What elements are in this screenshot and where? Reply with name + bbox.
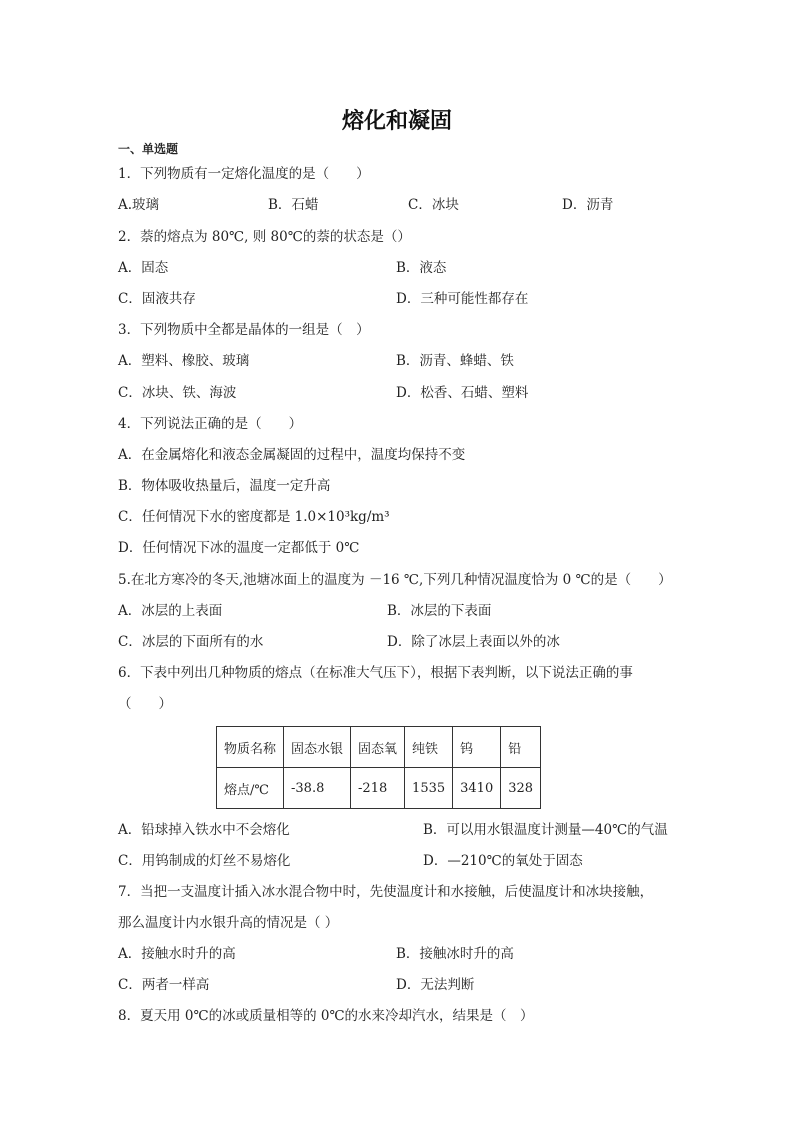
- question-7-option-c: C．两者一样高: [118, 977, 210, 993]
- table-cell: 物质名称: [217, 727, 284, 768]
- melting-point-table: [216, 726, 541, 809]
- table-cell: 铅: [501, 727, 541, 768]
- table-cell: 3410: [453, 768, 501, 809]
- question-6-stem: 6．下表中列出几种物质的熔点（在标准大气压下），根据下表判断，以下说法正确的事: [118, 665, 633, 681]
- question-8-stem: 8．夏天用 0℃的冰或质量相等的 0℃的水来冷却汽水，结果是（ ）: [118, 1008, 534, 1024]
- table-cell: -218: [351, 768, 405, 809]
- question-6-option-b: B．可以用水银温度计测量—40℃的气温: [423, 822, 668, 838]
- question-5-stem: 5.在北方寒冷的冬天,池塘冰面上的温度为 －16 ℃,下列几种情况温度恰为 0 ℃的是（ ）: [118, 572, 672, 588]
- table-cell: 固态氧: [351, 727, 405, 768]
- question-2-stem: 2．萘的熔点为 80℃, 则 80℃的萘的状态是（）: [118, 229, 411, 245]
- question-3-option-d: D．松香、石蜡、塑料: [396, 385, 529, 401]
- question-1-option-c: C．冰块: [408, 197, 459, 213]
- question-4-option-a: A．在金属熔化和液态金属凝固的过程中，温度均保持不变: [118, 447, 466, 463]
- table-row: [217, 768, 541, 809]
- question-5-option-c: C．冰层的下面所有的水: [118, 634, 264, 650]
- question-3-option-c: C．冰块、铁、海波: [118, 385, 237, 401]
- table-cell: 熔点/℃: [217, 768, 284, 809]
- question-4-option-c: C．任何情况下水的密度都是 1.0×10³kg/m³: [118, 509, 390, 525]
- question-1-option-d: D．沥青: [562, 197, 614, 213]
- question-6-option-c: C．用钨制成的灯丝不易熔化: [118, 853, 291, 869]
- question-4-option-d: D．任何情况下冰的温度一定都低于 0℃: [118, 540, 360, 556]
- question-3-stem: 3．下列物质中全都是晶体的一组是（ ）: [118, 322, 370, 338]
- table-cell: 固态水银: [284, 727, 351, 768]
- question-7-option-d: D．无法判断: [396, 977, 475, 993]
- question-7-stem: 7．当把一支温度计插入冰水混合物中时，先使温度计和水接触，后使温度计和冰块接触，: [118, 884, 654, 900]
- question-4-stem: 4．下列说法正确的是（ ）: [118, 416, 303, 432]
- table-header-row: [217, 727, 541, 768]
- table-cell: 钨: [453, 727, 501, 768]
- question-3-option-b: B．沥青、蜂蜡、铁: [396, 353, 514, 369]
- question-2-option-d: D．三种可能性都存在: [396, 291, 529, 307]
- question-4-option-b: B．物体吸收热量后，温度一定升高: [118, 478, 331, 494]
- section-heading: 一、单选题: [118, 142, 179, 156]
- question-5-option-b: B．冰层的下表面: [387, 603, 492, 619]
- question-1-option-b: B．石蜡: [268, 197, 319, 213]
- question-7-stem-continued: 那么温度计内水银升高的情况是（ ）: [118, 915, 339, 931]
- question-7-option-b: B．接触冰时升的高: [396, 946, 514, 962]
- question-1-option-a: A.玻璃: [118, 197, 160, 213]
- question-2-option-b: B．液态: [396, 260, 447, 276]
- question-3-option-a: A．塑料、橡胶、玻璃: [118, 353, 250, 369]
- table-cell: 纯铁: [405, 727, 453, 768]
- table-cell: 1535: [405, 768, 453, 809]
- question-2-option-a: A．固态: [118, 260, 169, 276]
- question-7-option-a: A．接触水时升的高: [118, 946, 236, 962]
- question-1-stem: 1．下列物质有一定熔化温度的是（ ）: [118, 166, 370, 182]
- question-6-option-d: D．—210℃的氧处于固态: [423, 853, 583, 869]
- question-5-option-d: D．除了冰层上表面以外的冰: [387, 634, 560, 650]
- table-cell: 328: [501, 768, 541, 809]
- question-6-option-a: A．铅球掉入铁水中不会熔化: [118, 822, 290, 838]
- question-6-stem-continued: （ ）: [118, 696, 172, 712]
- table-cell: -38.8: [284, 768, 351, 809]
- page-title: 熔化和凝固: [341, 108, 452, 134]
- question-2-option-c: C．固液共存: [118, 291, 196, 307]
- question-5-option-a: A．冰层的上表面: [118, 603, 223, 619]
